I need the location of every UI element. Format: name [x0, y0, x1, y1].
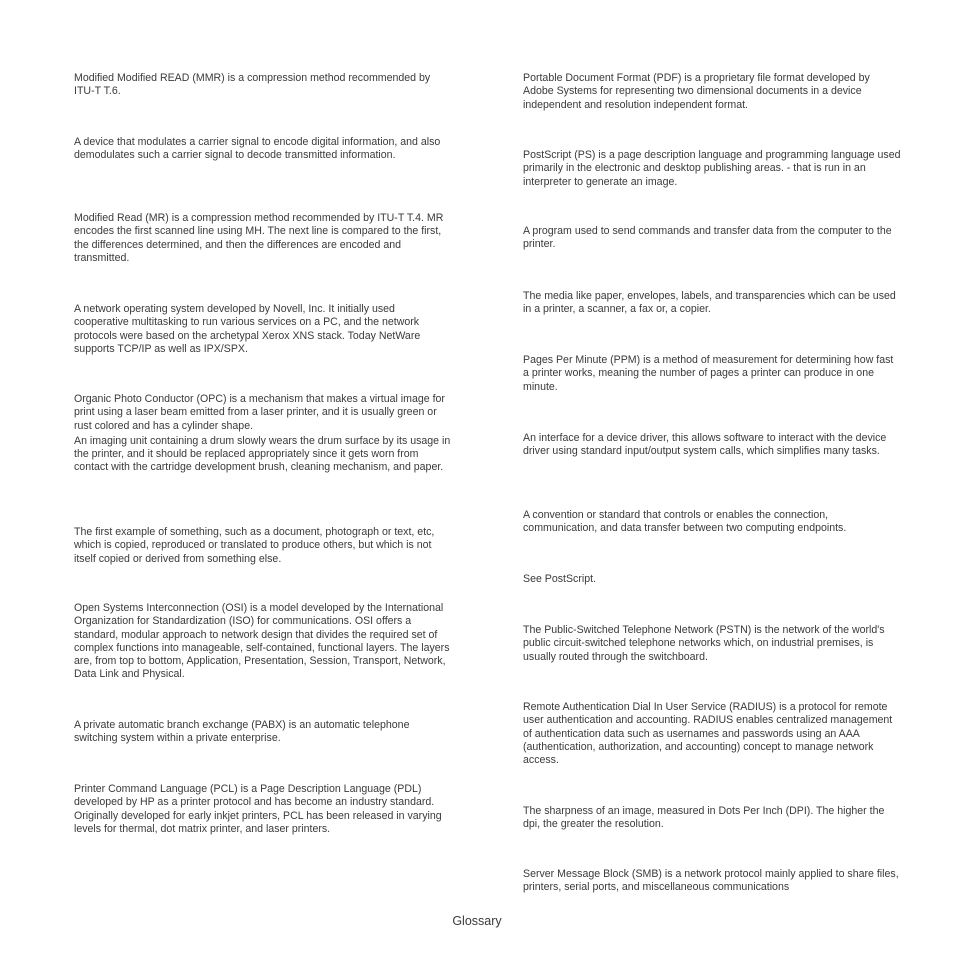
glossary-entry-opc — [74, 393, 452, 475]
glossary-entry-pdf — [523, 72, 901, 112]
glossary-entry-ps — [523, 573, 901, 586]
glossary-entry-osi — [74, 602, 452, 682]
entry-paragraph: Server Message Block (SMB) is a network protocol mainly applied to share files, printers, serial ports, and miscellaneous communications — [523, 868, 899, 894]
entry-paragraph: Modified Modified READ (MMR) is a compression method recommended by ITU-T T.6. — [74, 72, 431, 98]
glossary-entry-postscript — [523, 149, 901, 189]
glossary-entry-pabx — [74, 719, 452, 746]
entry-paragraph: A network operating system developed by Novell, Inc. It initially used cooperative multitasking to run various services on a PC, and the network protocols were based on the archetypal Xerox XNS stack. Today NetWare supports TCP/IP as well as IPX/SPX. — [74, 303, 421, 355]
entry-paragraph: Pages Per Minute (PPM) is a method of measurement for determining how fast a printer works, meaning the number of pages a printer can produce in one minute. — [523, 354, 894, 393]
entry-paragraph: Modified Read (MR) is a compression method recommended by ITU-T T.4. MR encodes the first scanned line using MH. The next line is compared to the first, the differences determined, and then the differences are encoded and transmitted. — [74, 212, 444, 264]
glossary-entry-smb — [523, 868, 901, 895]
glossary-entry-mmr — [74, 72, 452, 99]
glossary-entry-modem — [74, 136, 452, 163]
entry-paragraph: The sharpness of an image, measured in Dots Per Inch (DPI). The higher the dpi, the greater the resolution. — [523, 805, 885, 831]
glossary-entry-printer-driver — [523, 225, 901, 252]
glossary-entry-print-media — [523, 290, 901, 317]
glossary-entry-netware — [74, 303, 452, 356]
entry-paragraph: The Public-Switched Telephone Network (PSTN) is the network of the world's public circuit-switched telephone networks which, on industrial premises, is usually routed through the switchboard. — [523, 624, 885, 663]
glossary-entry-resolution — [523, 805, 901, 832]
entry-paragraph: The media like paper, envelopes, labels, and transparencies which can be used in a printer, a scanner, a fax or, a copier. — [523, 290, 896, 316]
entry-paragraph: A convention or standard that controls or enables the connection, communication, and data transfer between two computing endpoints. — [523, 509, 847, 535]
entry-paragraph: Organic Photo Conductor (OPC) is a mechanism that makes a virtual image for print using a laser beam emitted from a laser printer, and it is usually green or rust colored and has a cylinder shape. — [74, 393, 445, 432]
glossary-entry-ppm — [523, 354, 901, 394]
glossary-entry-protocol — [523, 509, 901, 536]
glossary-entry-pstn — [523, 624, 901, 664]
entry-paragraph: See PostScript. — [523, 573, 597, 585]
entry-paragraph: An imaging unit containing a drum slowly wears the drum surface by its usage in the printer, and it should be replaced appropriately since it gets worn from contact with the cartridge development brush, cleaning mechanism, and paper. — [74, 434, 451, 474]
entry-paragraph: Portable Document Format (PDF) is a proprietary file format developed by Adobe Systems for representing two dimensional documents in a device independent and resolution independent format. — [523, 72, 870, 111]
glossary-entry-mr — [74, 212, 452, 265]
glossary-entry-radius — [523, 701, 901, 767]
entry-paragraph: A private automatic branch exchange (PABX) is an automatic telephone switching system within a private enterprise. — [74, 719, 410, 745]
entry-paragraph: A device that modulates a carrier signal to encode digital information, and also demodulates such a carrier signal to decode transmitted information. — [74, 136, 441, 162]
glossary-entry-pcl — [74, 783, 452, 836]
entry-paragraph: An interface for a device driver, this allows software to interact with the device driver using standard input/output system calls, which simplifies many tasks. — [523, 432, 887, 458]
entry-paragraph: The first example of something, such as a document, photograph or text, etc, which is copied, reproduced or translated to produce others, but which is not itself copied or derived from something else. — [74, 526, 435, 565]
glossary-entry-originals — [74, 526, 452, 566]
entry-paragraph: Remote Authentication Dial In User Service (RADIUS) is a protocol for remote user authentication and accounting. RADIUS enables centralized management of authentication data such as usernames and passwords using an AAA (authentication, authorization, and accounting) concept to manage network access. — [523, 701, 893, 767]
page-footer-label: Glossary — [452, 914, 502, 928]
glossary-entry-prn-file — [523, 432, 901, 459]
entry-paragraph: A program used to send commands and transfer data from the computer to the printer. — [523, 225, 892, 251]
entry-paragraph: Printer Command Language (PCL) is a Page Description Language (PDL) developed by HP as a printer protocol and has become an industry standard. Originally developed for early inkjet printers, PCL has been released in varying levels for thermal, dot matrix printer, and laser printers. — [74, 783, 442, 835]
entry-paragraph: Open Systems Interconnection (OSI) is a model developed by the International Organization for Standardization (ISO) for communications. OSI offers a standard, modular approach to network design that divides the required set of complex functions into manageable, self-contained, functional layers. The layers are, from top to bottom, Application, Presentation, Session, Transport, Network, Data Link and Physical. — [74, 602, 450, 681]
entry-paragraph: PostScript (PS) is a page description language and programming language used primarily in the electronic and desktop publishing areas. - that is run in an interpreter to generate an image. — [523, 149, 901, 188]
